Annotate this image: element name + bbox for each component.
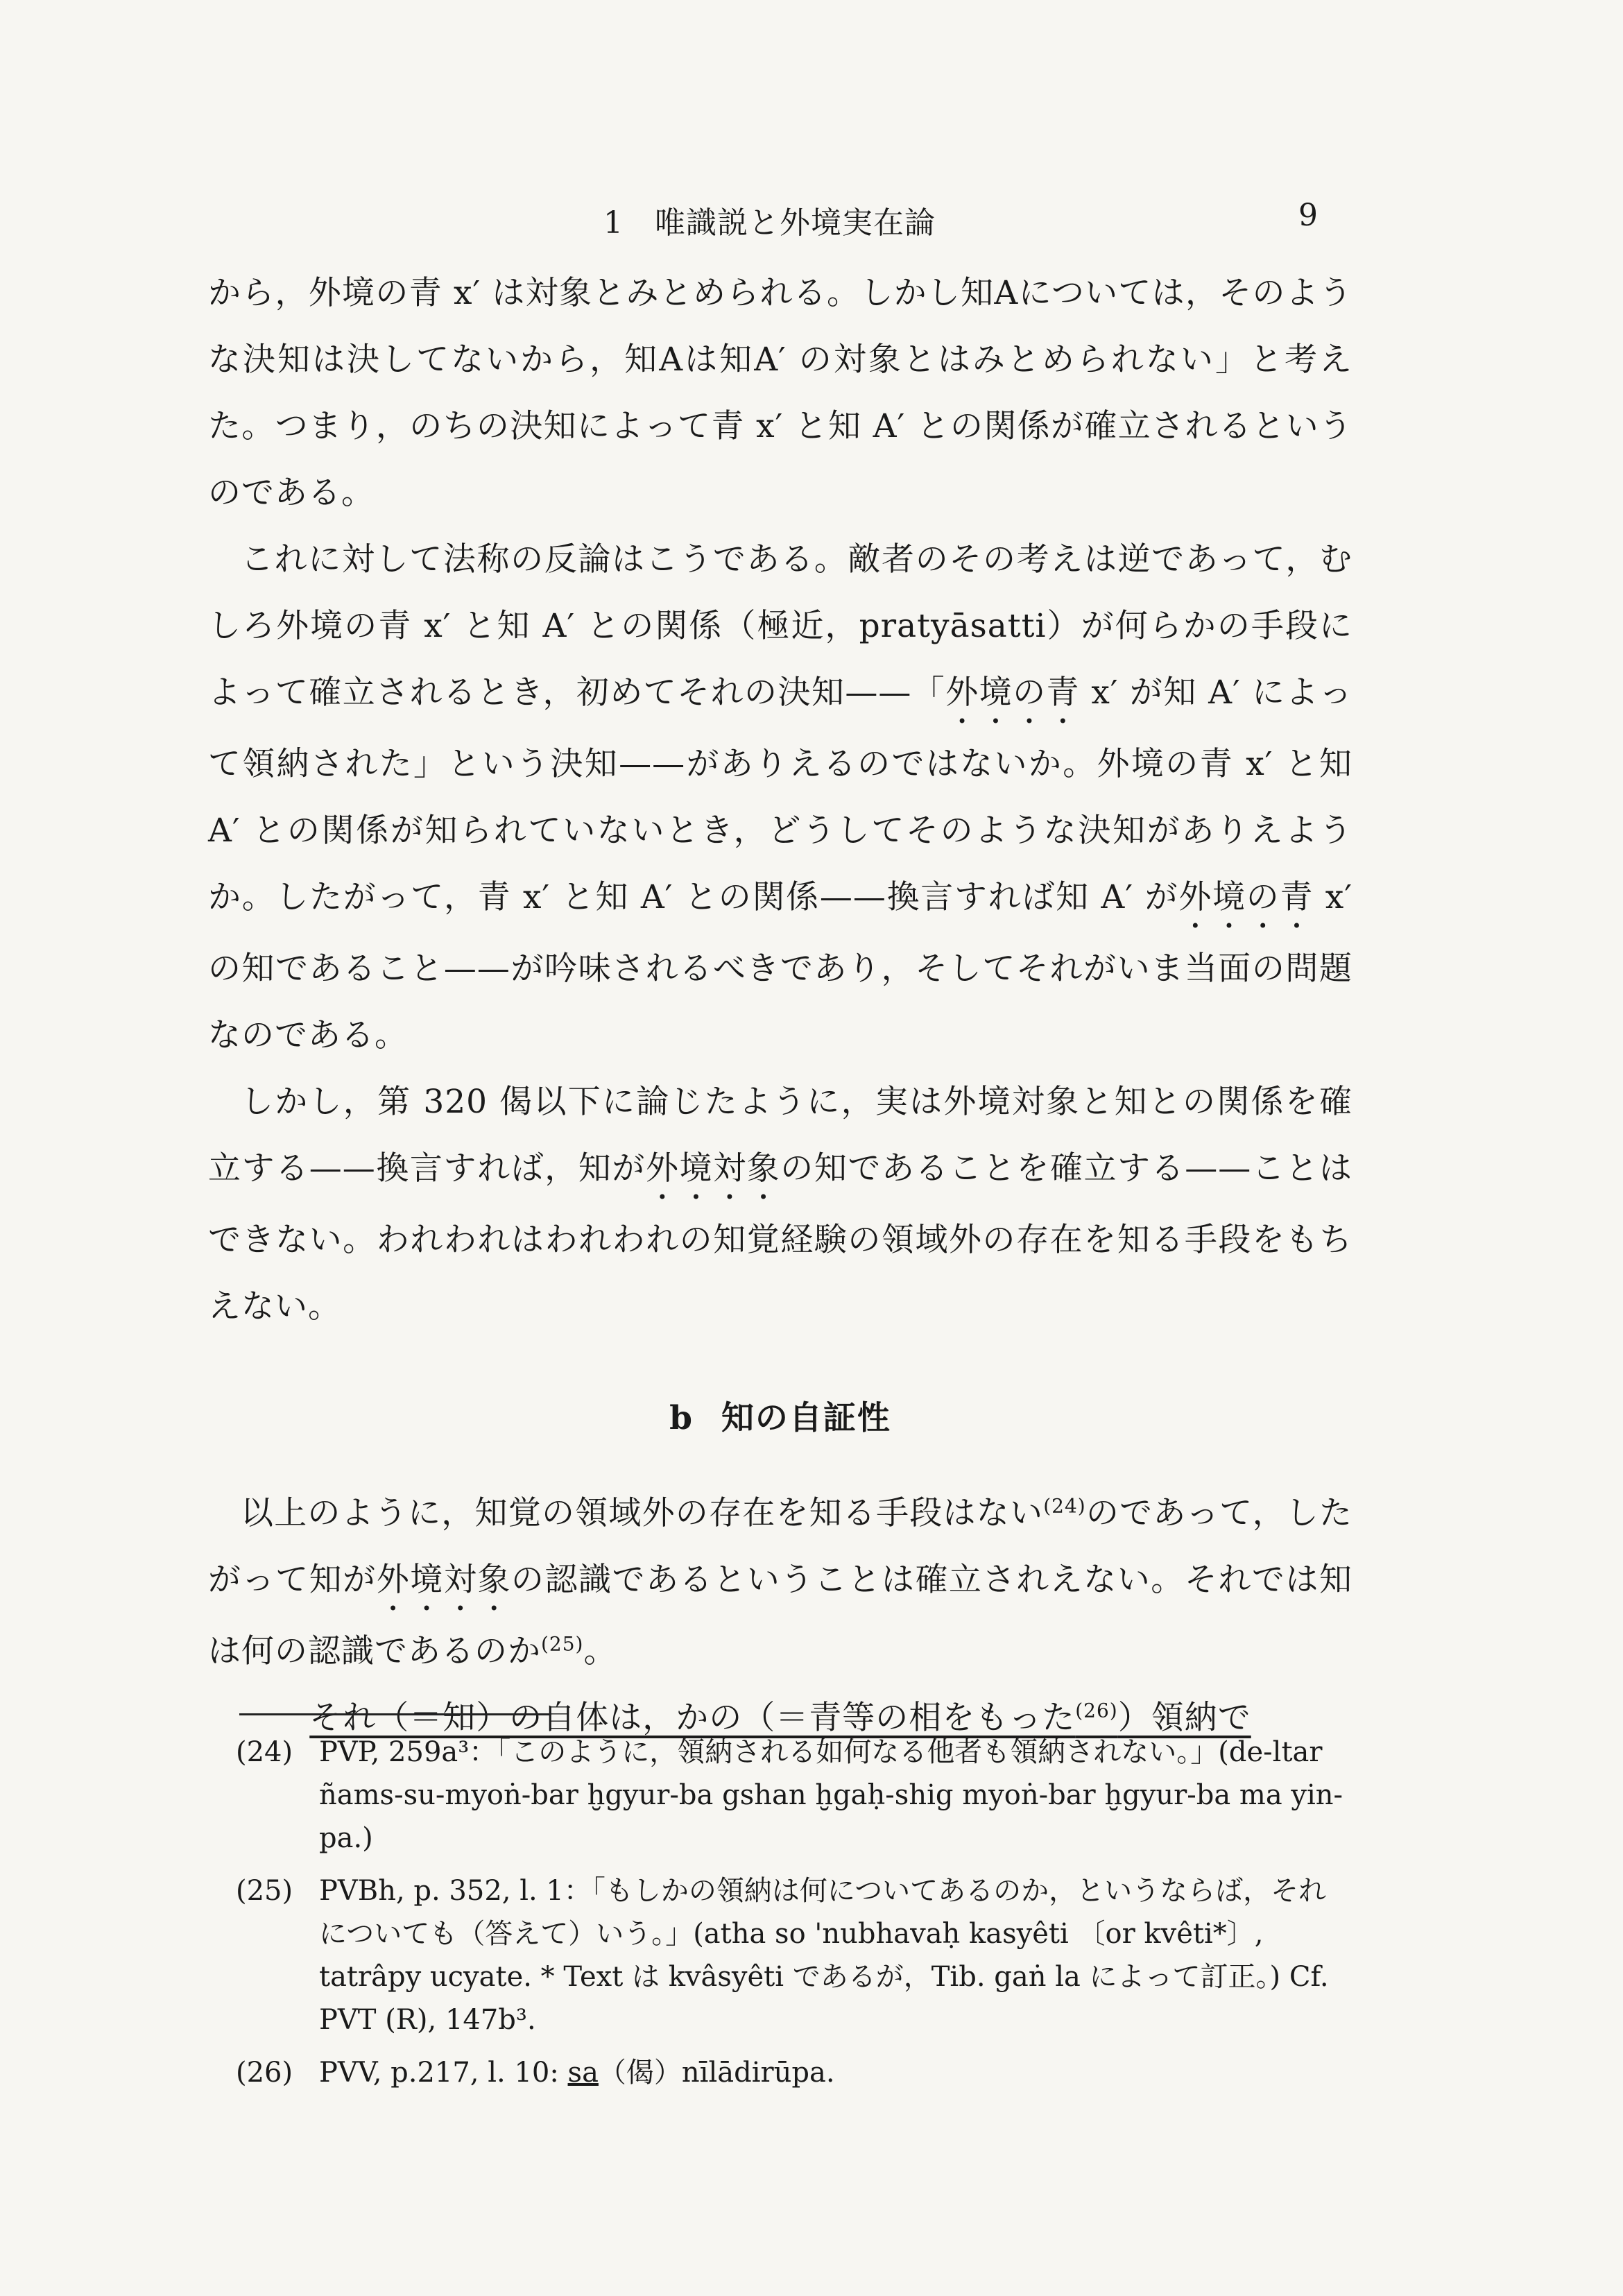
paragraph-1 (208, 260, 1352, 526)
footnote-ref-26[interactable]: (26) (1075, 1699, 1118, 1722)
paragraph-2-seg-5: x′ の知であること——が吟味されるべきであり，そしてそれがいま当面の問題なのである。 (208, 878, 1352, 1054)
page-number: 9 (1298, 198, 1318, 233)
footnote-underlined-term: sa (567, 2057, 599, 2089)
verse-seg-1: それ（＝知）の自体は，かの（＝青等の相をもった (309, 1699, 1076, 1737)
section-letter: b (669, 1399, 694, 1437)
emphasis-external-object-2: 外境対象 (376, 1561, 511, 1599)
footnote-number: (24) (236, 1736, 293, 1768)
footnote-ref-24[interactable]: (24) (1043, 1494, 1086, 1518)
footnote-text: PVP, 259a³：「このように，領納される如何なる他者も領納されない。」(de-ltar ñams-su-myoṅ-bar ḫgyur-ba gshan ḫgaḥ-shig myoṅ-bar ḫgyur-ba ma yin-pa.) (319, 1736, 1343, 1854)
footnotes (236, 1731, 1346, 2104)
paragraph-3-seg-1: しかし，第 320 偈以下に論じたように，実は外境対象と知との関係を確立する——換言すれば，知が (208, 1083, 1352, 1188)
section-title: 知の自証性 (721, 1399, 891, 1437)
emphasis-external-blue-2: 外境の青 (1178, 878, 1314, 916)
paragraph-4-seg-4: 。 (583, 1632, 617, 1670)
running-header (208, 198, 1346, 246)
paragraph-2 (208, 526, 1352, 1069)
emphasis-external-blue: 外境の青 (945, 674, 1080, 712)
paragraph-3 (208, 1069, 1352, 1340)
footnote-26 (236, 2051, 1346, 2094)
verse-seg-2: ）領納で (1117, 1699, 1251, 1737)
paragraph-4 (208, 1480, 1352, 1685)
footnote-ref-25[interactable]: (25) (541, 1632, 584, 1656)
paragraph-4-seg-2: のであって，したがって知が (208, 1494, 1353, 1599)
footnote-text: PVBh, p. 352, l. 1：「もしかの領納は何についてあるのか，というならば，それについても（答えて）いう。」(atha so 'nubhavaḥ kasyêti 〔or kvêti*〕, tatrâpy ucyate. * Text は kvâsyêti であるが，Tib. gaṅ la によって訂正。) Cf. PVT (R), 147b³. (319, 1875, 1329, 2036)
footnote-text-post: （偈）nīlādirūpa. (598, 2057, 835, 2089)
footnote-number: (26) (236, 2057, 293, 2089)
section-heading (208, 1392, 1352, 1439)
footnote-number: (25) (236, 1875, 293, 1907)
footnote-24 (236, 1731, 1346, 1860)
chapter-title: 1 唯識説と外境実在論 (603, 205, 936, 241)
footnote-divider (239, 1713, 551, 1715)
paragraph-4-seg-3: の認識であるということは確立されえない。それでは知は何の認識であるのか (208, 1561, 1353, 1670)
body-text (208, 260, 1352, 1751)
footnote-25 (236, 1869, 1346, 2041)
paragraph-3-seg-3: の知であることを確立する——ことはできない。われわれはわれわれの知覚経験の領域外の存在を知る手段をもちえない。 (208, 1149, 1353, 1326)
paragraph-4-seg-1: 以上のように，知覚の領域外の存在を知る手段はない (241, 1494, 1044, 1532)
paragraph-2-seg-1: これに対して法称の反論はこうである。敵者のその考えは逆であって，むしろ外境の青 x′ と知 A′ との関係（極近，pratyāsatti）が何らかの手段によって確立されるとき，初めてそれの決知——「 (208, 540, 1352, 712)
emphasis-external-object: 外境対象 (645, 1149, 781, 1188)
paragraph-1-text: から，外境の青 x′ は対象とみとめられる。しかし知Aについては，そのような決知は決してないから，知Aは知A′ の対象とはみとめられない」と考えた。つまり，のちの決知によって青 x′ と知 A′ との関係が確立されるというのである。 (208, 274, 1352, 512)
paragraph-2-seg-3: x′ が知 A′ によって領納された」という決知——がありえるのではないか。外境の青 x′ と知 A′ との関係が知られていないとき，どうしてそのような決知がありえようか。したがって，青 x′ と知 A′ との関係——換言すれば知 A′ が (208, 674, 1353, 916)
footnote-text-pre: PVV, p.217, l. 10: (319, 2057, 568, 2089)
